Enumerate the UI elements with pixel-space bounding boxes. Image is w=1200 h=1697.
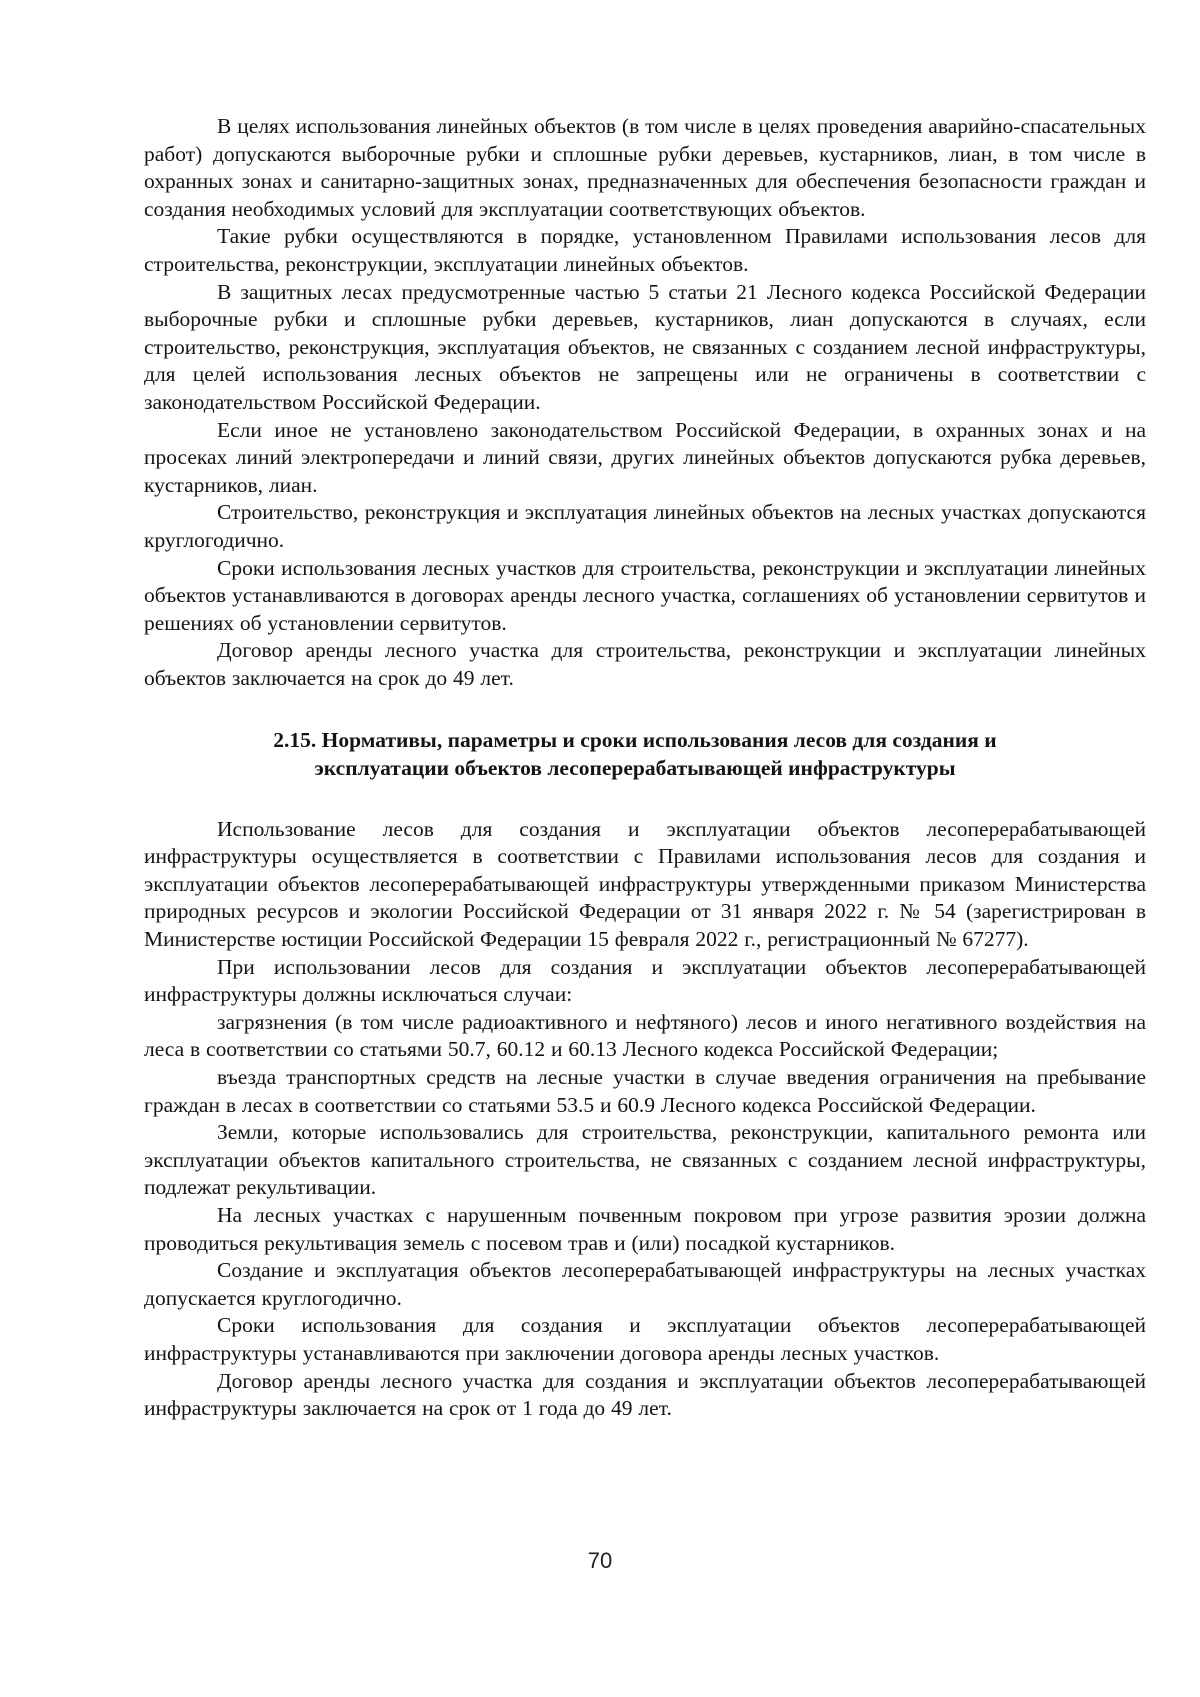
paragraph-security-zones: Если иное не установлено законодательством Российской Федерации, в охранных зонах и на просеках линий электропередачи и линий связи, других линейных объектов допускаются рубка деревьев, кустарников, лиан. xyxy=(144,417,1146,497)
paragraph-construction-year-round: Строительство, реконструкция и эксплуатация линейных объектов на лесных участках допускаются круглогодично. xyxy=(144,500,1146,552)
paragraph-protective-forests: В защитных лесах предусмотренные частью 5 статьи 21 Лесного кодекса Российской Федерации выборочные рубки и сплошные рубки деревьев, кустарников, лиан допускаются в случаях, если строительство, реконструкция, эксплуатация объектов, не связанных с созданием лесной инфраструктуры, для целей использования лесных объектов не запрещены или не ограничены в соответствии с законодательством Российской Федерации. xyxy=(144,279,1146,414)
paragraph-processing-usage-terms: Сроки использования для создания и эксплуатации объектов лесоперерабатывающей инфраструктуры устанавливаются при заключении договора аренды лесных участков. xyxy=(144,1313,1146,1365)
paragraph-lease-term-linear: Договор аренды лесного участка для строительства, реконструкции и эксплуатации линейных объектов заключается на срок до 49 лет. xyxy=(144,638,1146,690)
paragraph-felling-procedure: Такие рубки осуществляются в порядке, установленном Правилами использования лесов для строительства, реконструкции, эксплуатации линейных объектов. xyxy=(144,224,1146,276)
paragraph-usage-terms: Сроки использования лесных участков для строительства, реконструкции и эксплуатации линейных объектов устанавливаются в договорах аренды лесного участка, соглашениях об установлении сервитутов и решениях об установлении сервитутов. xyxy=(144,555,1146,635)
paragraph-linear-objects-felling: В целях использования линейных объектов (в том числе в целях проведения аварийно-спасательных работ) допускаются выборочные рубки и сплошные рубки деревьев, кустарников, лиан, в том числе в охранных зонах и санитарно-защитных зонах, предназначенных для обеспечения безопасности граждан и создания необходимых условий для эксплуатации соответствующих объектов. xyxy=(144,114,1146,221)
paragraph-processing-year-round: Создание и эксплуатация объектов лесоперерабатывающей инфраструктуры на лесных участках допускается круглогодично. xyxy=(144,1258,1146,1310)
paragraph-vehicle-entry-case: въезда транспортных средств на лесные участки в случае введения ограничения на пребывание граждан в лесах в соответствии со статьями 53.5 и 60.9 Лесного кодекса Российской Федерации. xyxy=(144,1065,1146,1117)
paragraph-land-recultivation: Земли, которые использовались для строительства, реконструкции, капитального ремонта или эксплуатации объектов капитального строительства, не связанных с созданием лесной инфраструктуры, подлежат рекультивации. xyxy=(144,1120,1146,1200)
paragraph-lease-term-processing: Договор аренды лесного участка для создания и эксплуатации объектов лесоперерабатывающей инфраструктуры заключается на срок от 1 года до 49 лет. xyxy=(144,1368,1146,1421)
document-page xyxy=(144,113,1146,1423)
section-heading-2-15: 2.15. Нормативы, параметры и сроки использования лесов для создания и эксплуатации объектов лесоперерабатывающей инфраструктуры xyxy=(273,728,997,781)
paragraph-erosion-recultivation: На лесных участках с нарушенным почвенным покровом при угрозе развития эрозии должна проводиться рекультивация земель с посевом трав и (или) посадкой кустарников. xyxy=(144,1202,1146,1255)
page-number: 70 xyxy=(587,1548,613,1573)
paragraph-excluded-cases-intro: При использовании лесов для создания и эксплуатации объектов лесоперерабатывающей инфраструктуры должны исключаться случаи: xyxy=(144,954,1146,1007)
paragraph-processing-infrastructure-rules: Использование лесов для создания и эксплуатации объектов лесоперерабатывающей инфраструктуры осуществляется в соответствии с Правилами использования лесов для создания и эксплуатации объектов лесоперерабатывающей инфраструктуры утвержденными приказом Министерства природных ресурсов и экологии Российской Федерации от 31 января 2022 г. № 54 (зарегистрирован в Министерстве юстиции Российской Федерации 15 февраля 2022 г., регистрационный № 67277). xyxy=(144,816,1146,952)
paragraph-pollution-case: загрязнения (в том числе радиоактивного и нефтяного) лесов и иного негативного воздействия на леса в соответствии со статьями 50.7, 60.12 и 60.13 Лесного кодекса Российской Федерации; xyxy=(144,1009,1146,1062)
